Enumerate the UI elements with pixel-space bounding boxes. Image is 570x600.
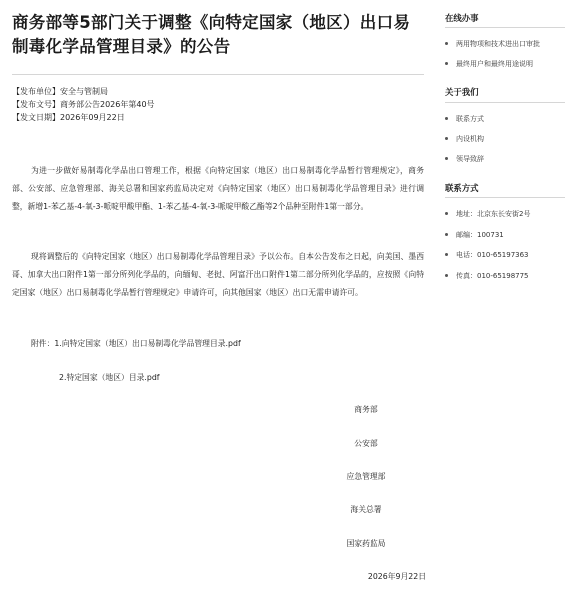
meta-value: 商务部公告2026年第40号	[60, 100, 155, 109]
bullet-icon	[445, 157, 448, 160]
bullet-icon	[445, 137, 448, 140]
sidebar-link[interactable]	[445, 154, 569, 164]
contact-value: 邮编：100731	[456, 231, 504, 239]
signature-line: 公安部	[354, 439, 378, 448]
bullet-icon	[445, 42, 448, 45]
contact-value: 地址：北京东长安街2号	[456, 210, 531, 218]
meta-value: 2026年09月22日	[60, 113, 125, 122]
contact-phone	[445, 250, 569, 260]
meta-value: 安全与管制局	[60, 87, 108, 96]
signature-line: 海关总署	[350, 505, 382, 514]
sidebar-section-title-online-services: 在线办事	[445, 13, 479, 23]
contact-fax	[445, 271, 569, 281]
bullet-icon	[445, 233, 448, 236]
contact-value: 电话：010-65197363	[456, 251, 529, 259]
body-paragraph: 为进一步做好易制毒化学品出口管理工作，根据《向特定国家（地区）出口易制毒化学品暂行管理规定》，商务部、公安部、应急管理部、海关总署和国家药监局决定对《向特定国家（地区）出口易制毒化学品管理目录》进行调整，新增1-苯乙基-4-氧-3-哌啶甲酸甲酯、1-苯乙基-4-氧-3-哌啶甲酸乙酯等2个品种至附件1第一部分。	[12, 166, 424, 211]
title-divider	[12, 74, 424, 75]
bullet-icon	[445, 117, 448, 120]
sidebar-link-label: 最终用户和最终用途说明	[456, 60, 533, 68]
contact-postcode	[445, 230, 569, 240]
sidebar-link[interactable]	[445, 59, 569, 69]
bullet-icon	[445, 274, 448, 277]
sidebar-divider	[445, 197, 565, 198]
sidebar-divider	[445, 102, 565, 103]
sidebar-section-title-contact: 联系方式	[445, 183, 479, 193]
contact-address	[445, 209, 569, 219]
sidebar-divider	[445, 27, 565, 28]
attachment-link-2[interactable]: 2.特定国家（地区）目录.pdf	[59, 373, 160, 382]
attachment-link-1[interactable]: 附件：1.向特定国家（地区）出口易制毒化学品管理目录.pdf	[31, 339, 241, 348]
meta-label: 【发文日期】	[12, 113, 60, 122]
sidebar-link-label: 领导致辞	[456, 155, 484, 163]
sidebar-link[interactable]	[445, 39, 569, 49]
sidebar-link[interactable]	[445, 114, 569, 124]
sidebar-section-title-about-us: 关于我们	[445, 87, 479, 97]
signature-line: 国家药监局	[346, 539, 386, 548]
sidebar-link[interactable]	[445, 134, 569, 144]
body-paragraph: 现将调整后的《向特定国家（地区）出口易制毒化学品管理目录》予以公布。自本公告发布之日起，向美国、墨西哥、加拿大出口附件1第一部分所列化学品的，向缅甸、老挝、阿富汗出口附件1第二部分所列化学品的，应按照《向特定国家（地区）出口易制毒化学品暂行管理规定》申请许可，向其他国家（地区）出口无需申请许可。	[12, 252, 424, 297]
meta-document-number	[12, 98, 155, 111]
bullet-icon	[445, 62, 448, 65]
meta-issue-date	[12, 111, 155, 124]
signature-line: 应急管理部	[346, 472, 386, 481]
meta-publisher	[12, 85, 155, 98]
bullet-icon	[445, 253, 448, 256]
meta-label: 【发布文号】	[12, 100, 60, 109]
signature-line: 商务部	[354, 405, 378, 414]
sidebar-link-label: 联系方式	[456, 115, 484, 123]
contact-value: 传真：010-65198775	[456, 272, 529, 280]
sidebar-link-label: 两用物项和技术进出口审批	[456, 40, 540, 48]
sidebar-link-label: 内设机构	[456, 135, 484, 143]
signature-date: 2026年9月22日	[367, 572, 426, 581]
page-title: 商务部等5部门关于调整《向特定国家（地区）出口易制毒化学品管理目录》的公告	[12, 13, 411, 56]
bullet-icon	[445, 212, 448, 215]
article-meta	[12, 85, 155, 124]
meta-label: 【发布单位】	[12, 87, 60, 96]
